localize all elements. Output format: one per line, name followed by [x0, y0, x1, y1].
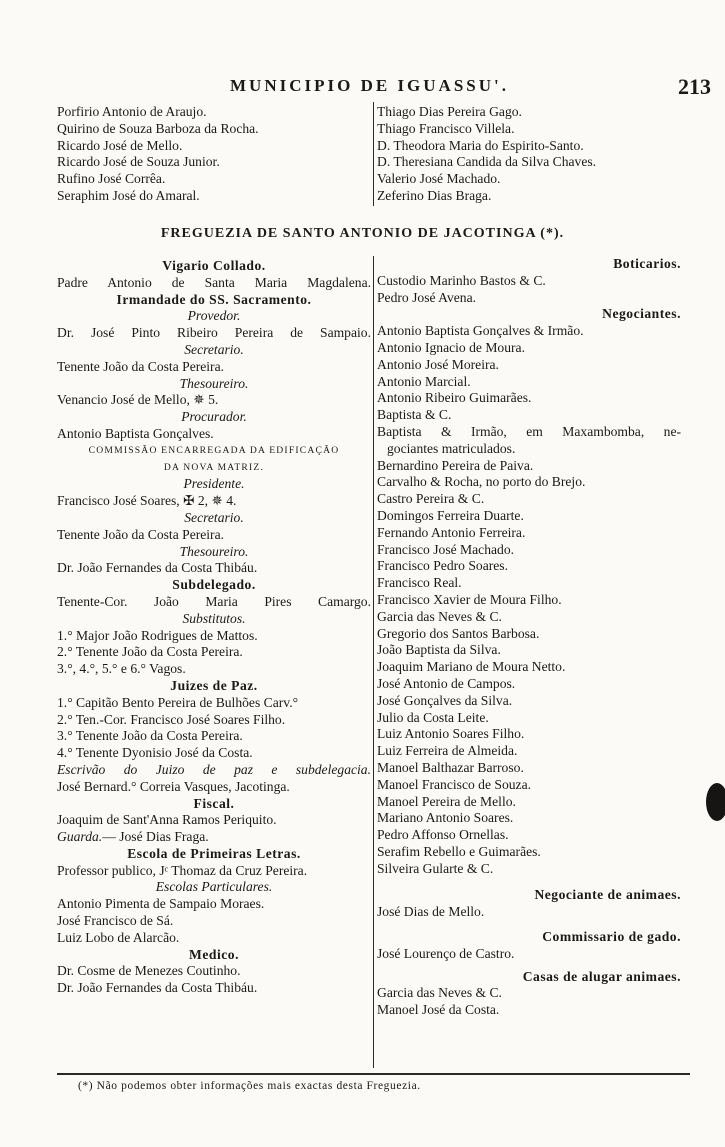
spacer — [377, 921, 681, 929]
list-item: Ricardo José de Mello. — [57, 137, 183, 153]
thesoureiro-name: Venancio José de Mello, ✵ 5. — [57, 392, 219, 408]
heading-negociante-animaes: Negociante de animaes. — [534, 887, 681, 903]
list-item: Dr. João Fernandes da Costa Thibáu. — [57, 980, 258, 996]
heading-boticarios: Boticarios. — [613, 256, 681, 271]
label-secretario: Secretario. — [184, 509, 244, 525]
list-item: Rufino José Corrêa. — [57, 171, 166, 187]
subdelegado-name: Tenente-Cor. João Maria Pires Camargo. — [57, 593, 371, 609]
secretario-name: Tenente João da Costa Pereira. — [57, 358, 225, 374]
list-item: Baptista & Irmão, em Maxambomba, ne- — [377, 423, 681, 439]
label-guarda: Guarda. — [57, 829, 103, 845]
heading-negociantes: Negociantes. — [602, 306, 681, 322]
heading-irmandade: Irmandade do SS. Sacramento. — [116, 291, 312, 307]
list-item: Antonio José Moreira. — [377, 356, 499, 372]
heading-commissario: Commissario de gado. — [542, 929, 681, 945]
heading-fiscal: Fiscal. — [193, 795, 235, 811]
column-divider-top — [373, 102, 374, 206]
list-item: Valerio José Machado. — [377, 171, 501, 187]
list-item: Mariano Antonio Soares. — [377, 810, 514, 826]
list-item: Castro Pereira & C. — [377, 491, 485, 507]
heading-vigario: Vigario Collado. — [162, 258, 266, 273]
list-item: Baptista & C. — [377, 407, 452, 423]
list-item: 2.° Tenente João da Costa Pereira. — [57, 644, 243, 660]
list-item: Antonio Ribeiro Guimarães. — [377, 390, 532, 406]
running-title: MUNICIPIO DE IGUASSU'. — [230, 76, 509, 95]
footnote: (*) Não podemos obter informações mais exactas desta Freguezia. — [78, 1080, 421, 1092]
guarda-name: — José Dias Fraga. — [102, 829, 209, 845]
list-item: Fernando Antonio Ferreira. — [377, 524, 526, 540]
heading-juizes: Juizes de Paz. — [170, 677, 258, 693]
label-provedor: Provedor. — [187, 308, 241, 324]
label-substitutos: Substitutos. — [182, 610, 246, 626]
list-item: Manoel Pereira de Mello. — [377, 793, 516, 809]
presidente-name: Francisco José Soares, ✠ 2, ✵ 4. — [57, 493, 237, 509]
list-item: 3.°, 4.°, 5.° e 6.° Vagos. — [57, 661, 186, 677]
footnote-rule — [57, 1073, 690, 1075]
vigario-name: Padre Antonio de Santa Maria Magdalena. — [57, 274, 371, 290]
list-item: 4.° Tenente Dyonisio José da Costa. — [57, 745, 253, 761]
list-item: José Lourenço de Castro. — [377, 945, 515, 961]
list-item: 1.° Major João Rodrigues de Mattos. — [57, 627, 258, 643]
list-item: Garcia das Neves & C. — [377, 608, 502, 624]
thesoureiro-name: Dr. João Fernandes da Costa Thibáu. — [57, 560, 258, 576]
list-item: Manoel Balthazar Barroso. — [377, 759, 524, 775]
section-title: FREGUEZIA DE SANTO ANTONIO DE JACOTINGA (*). — [160, 226, 565, 241]
list-item: Francisco Pedro Soares. — [377, 558, 508, 574]
list-item: Custodio Marinho Bastos & C. — [377, 272, 546, 288]
list-item: Zeferino Dias Braga. — [377, 187, 492, 203]
list-item: Ricardo José de Souza Junior. — [57, 154, 220, 170]
list-item: D. Theodora Maria do Espirito-Santo. — [377, 137, 584, 153]
list-item: João Baptista da Silva. — [377, 642, 501, 658]
list-item: Pedro Affonso Ornellas. — [377, 827, 509, 843]
label-presidente: Presidente. — [183, 476, 245, 492]
label-procurador: Procurador. — [181, 409, 247, 425]
heading-commissao: COMMISSÃO ENCARREGADA DA EDIFICAÇÃO — [88, 444, 340, 456]
list-item: 3.° Tenente João da Costa Pereira. — [57, 728, 243, 744]
right-column — [377, 256, 681, 1019]
list-item: Manoel José da Costa. — [377, 1002, 500, 1018]
list-item: 1.° Capitão Bento Pereira de Bulhões Carv.° — [57, 694, 299, 710]
heading-casas: Casas de alugar animaes. — [522, 968, 681, 984]
label-secretario: Secretario. — [184, 341, 244, 357]
provedor-name: Dr. José Pinto Ribeiro Pereira de Sampaio. — [57, 325, 371, 341]
label-escolas: Escolas Particulares. — [155, 879, 273, 895]
list-item: Luiz Antonio Soares Filho. — [377, 726, 525, 742]
heading-commissao-cont: DA NOVA MATRIZ. — [163, 461, 265, 473]
list-item: D. Theresiana Candida da Silva Chaves. — [377, 154, 597, 170]
list-item: José Gonçalves da Silva. — [377, 692, 513, 708]
list-item: Manoel Francisco de Souza. — [377, 776, 532, 792]
procurador-name: Antonio Baptista Gonçalves. — [57, 425, 214, 441]
list-item: Francisco Xavier de Moura Filho. — [377, 591, 562, 607]
spacer — [377, 877, 681, 887]
list-item: Domingos Ferreira Duarte. — [377, 507, 524, 523]
list-item: Porfirio Antonio de Araujo. — [57, 104, 207, 119]
list-item: Silveira Gularte & C. — [377, 860, 494, 876]
page-number: 213 — [678, 74, 711, 99]
left-column — [57, 258, 371, 997]
list-item: Seraphim José do Amaral. — [57, 187, 200, 203]
label-escrivao: Escrivão do Juizo de paz e subdelegacia. — [57, 761, 371, 777]
list-item: Carvalho & Rocha, no porto do Brejo. — [377, 474, 586, 490]
list-item: Antonio Ignacio de Moura. — [377, 339, 525, 355]
secretario-name: Tenente João da Costa Pereira. — [57, 526, 225, 542]
heading-escola: Escola de Primeiras Letras. — [127, 845, 301, 861]
list-item: Pedro José Avena. — [377, 289, 477, 305]
list-item: Garcia das Neves & C. — [377, 985, 502, 1001]
list-item: Joaquim Mariano de Moura Netto. — [377, 659, 566, 675]
list-item: José Francisco de Sá. — [57, 913, 174, 929]
list-item: Quirino de Souza Barboza da Rocha. — [57, 120, 259, 136]
escrivao-name: José Bernard.° Correia Vasques, Jacotinga. — [57, 778, 290, 794]
list-item: Antonio Marcial. — [377, 373, 471, 389]
list-item: Dr. Cosme de Menezes Coutinho. — [57, 963, 241, 979]
list-item: Antonio Baptista Gonçalves & Irmão. — [377, 323, 584, 339]
list-item: Francisco José Machado. — [377, 541, 515, 557]
list-item: Thiago Francisco Villela. — [377, 120, 515, 136]
heading-subdelegado: Subdelegado. — [172, 577, 256, 593]
top-right-list — [377, 104, 667, 205]
guarda-line — [57, 829, 371, 846]
heading-medico: Medico. — [189, 946, 239, 962]
list-item: Bernardino Pereira de Paiva. — [377, 457, 534, 473]
column-divider-main — [373, 256, 374, 1068]
professor-name: Professor publico, Jᶜ Thomaz da Cruz Pereira. — [57, 862, 308, 878]
ink-blot — [706, 783, 725, 821]
list-item: José Antonio de Campos. — [377, 675, 516, 691]
list-item: Antonio Pimenta de Sampaio Moraes. — [57, 896, 265, 912]
label-thesoureiro: Thesoureiro. — [179, 375, 249, 391]
top-left-list — [57, 104, 367, 205]
list-item: Serafim Rebello e Guimarães. — [377, 843, 541, 859]
fiscal-name: Joaquim de Sant'Anna Ramos Periquito. — [57, 812, 277, 828]
list-item: José Dias de Mello. — [377, 904, 485, 920]
list-item: Julio da Costa Leite. — [377, 709, 489, 725]
list-item-continuation: gociantes matriculados. — [387, 440, 516, 456]
list-item: Luiz Lobo de Alarcão. — [57, 929, 180, 945]
list-item: Francisco Real. — [377, 575, 462, 591]
list-item: 2.° Ten.-Cor. Francisco José Soares Filho. — [57, 711, 286, 727]
list-item: Gregorio dos Santos Barbosa. — [377, 625, 540, 641]
page-header — [0, 76, 725, 100]
list-item: Thiago Dias Pereira Gago. — [377, 104, 522, 119]
label-thesoureiro: Thesoureiro. — [179, 543, 249, 559]
list-item: Luiz Ferreira de Almeida. — [377, 743, 518, 759]
